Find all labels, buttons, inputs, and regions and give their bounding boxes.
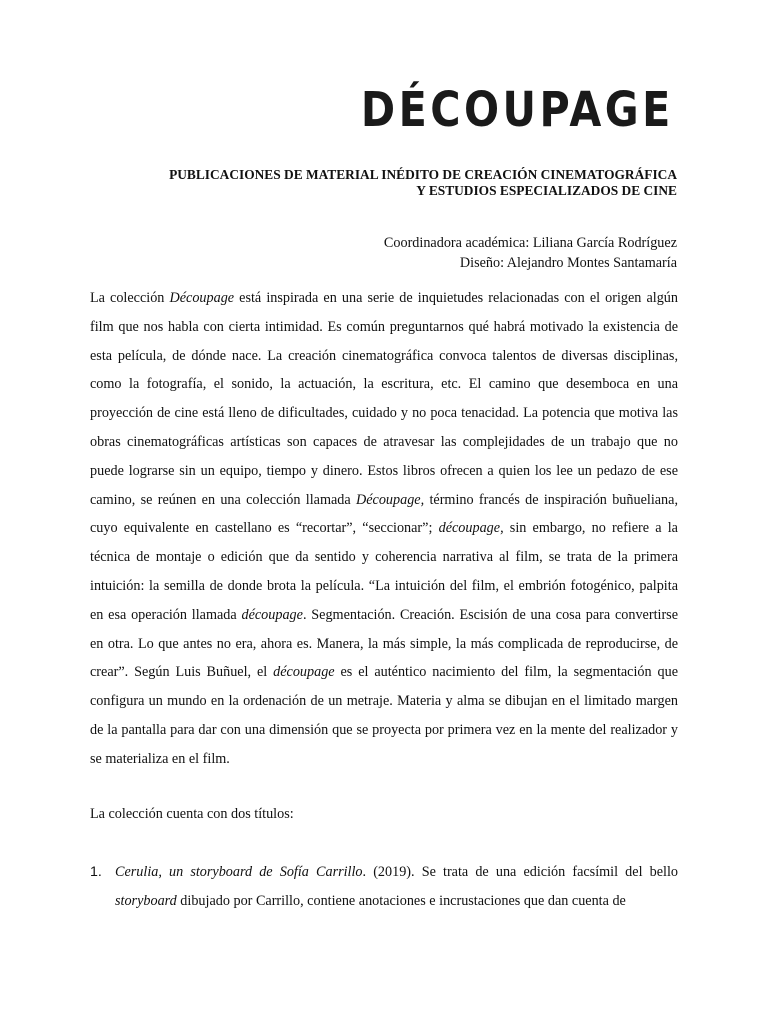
body-italic-term: découpage [241, 606, 303, 623]
body-italic-term: Découpage, [356, 491, 425, 508]
heading-line-1: PUBLICACIONES DE MATERIAL INÉDITO DE CREACIÓN CINEMATOGRÁFICA [169, 167, 677, 182]
book-title: Cerulia, un storyboard de Sofía Carrillo [115, 864, 363, 880]
body-text-segment: término francés de inspiración buñueliana, cuyo equivalente en castellano es “recortar”, “seccionar”; [90, 491, 678, 537]
collection-heading [77, 167, 677, 199]
design-credit: Diseño: Alejandro Montes Santamaría [459, 255, 677, 271]
heading-line-2: Y ESTUDIOS ESPECIALIZADOS DE CINE [416, 183, 677, 198]
body-italic-term: Découpage [169, 290, 235, 306]
decoupage-logo: DÉCOUPAGE [361, 82, 674, 138]
list-text-segment: . (2019). Se trata de una edición facsímil del bello [362, 864, 678, 880]
list-item-text [115, 858, 678, 916]
body-text-segment: , sin embargo, no refiere a la técnica de montaje o edición que da sentido y coherencia narrativa al film, se trata de la primera intuición: la semilla de donde brota la película. “La intuición del film, el embrión fotogénico, palpita en esa operación llamada [90, 520, 678, 623]
credits-block [177, 233, 677, 273]
body-paragraph [90, 284, 678, 774]
body-italic-term: découpage [273, 664, 335, 681]
list-number: 1. [90, 864, 102, 880]
list-italic-term: storyboard [115, 892, 177, 909]
coordinator-credit: Coordinadora académica: Liliana García Rodríguez [383, 235, 677, 251]
body-text-segment: está inspirada en una serie de inquietudes relacionadas con el origen algún film que nos habla con cierta intimidad. Es común preguntarnos qué habrá motivado la existencia de esta película, de dónde nace. La creación cinematográfica convoca talentos de diversas disciplinas, como la fotografía, el sonido, la actuación, la escritura, etc. El camino que desemboca en una proyección de cine está lleno de dificultades, cuidado y no poca tenacidad. La potencia que motiva las obras cinematográficas artísticas son capaces de atravesar las complejidades de un trabajo que no puede lograrse sin un equipo, tiempo y dinero. Estos libros ofrecen a quien los lee un pedazo de ese camino, se reúnen en una colección llamada [90, 290, 678, 508]
list-item [90, 858, 678, 916]
body-text-segment: es el auténtico nacimiento del film, la segmentación que configura un mundo en la ordenación de un metraje. Materia y alma se dibujan en el limitado margen de la pantalla para dar con una dimensión que se proyecta por primera vez en la mente del realizador y se materializa en el film. [90, 664, 678, 767]
list-text-segment: dibujado por Carrillo, contiene anotaciones e incrustaciones que dan cuenta de [176, 892, 626, 909]
body-italic-term: découpage [438, 520, 501, 537]
body-text-segment: La colección [90, 290, 170, 306]
body-text-segment: . Segmentación. Creación. Escisión de una cosa para convertirse en otra. Lo que antes no era, ahora es. Manera, la más simple, la más complicada de reproducirse, de crear”. Según Luis Buñuel, el [90, 606, 678, 681]
titles-intro: La colección cuenta con dos títulos: [90, 806, 294, 822]
